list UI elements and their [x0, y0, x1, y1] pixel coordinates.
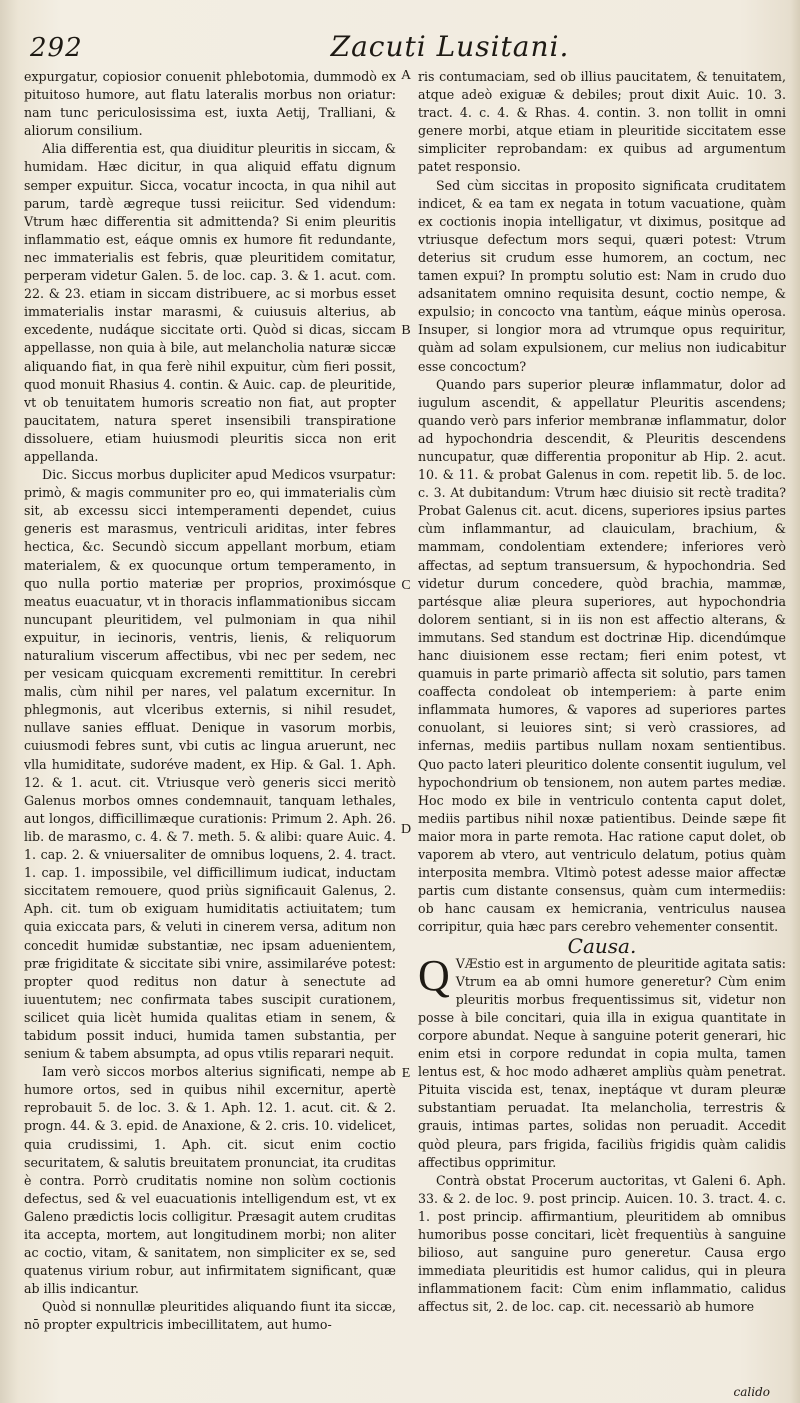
paragraph: expurgatur, copiosior conuenit phlebotomia, dummodò ex pituitoso humore, aut flatu lateralis morbus non oriatur: nam tunc periculosissima est, iuxta Aetij, Tralliani, & aliorum consilium.: [24, 69, 396, 139]
running-head: Zacuti Lusitani.: [330, 30, 570, 63]
paragraph-text: VÆstio est in argumento de pleuritide agitata satis: Vtrum ea ab omni humore generetur? Cùm enim pleuritis morbus frequentissimus sit, videtur non posse à bile concitari, quia illa in exigua quantitate in corpore abundat. Neque à sanguine poterit generari, hic enim etsi in corpore redundat in copia multa, tamen lentus est, & hoc modo adhæret ampliùs quàm penetrat. Pituita viscida est, tenax, ineptáque vt duram pleuræ substantiam peruadat. Ita melancholia, terrestris & grauis, intimas partes, solidas non peruadit. Accedit quòd pleura, pars frigida, faciliùs frigidis quàm calidis affectibus opprimitur.: [418, 955, 786, 1170]
paragraph: Alia differentia est, qua diuiditur pleuritis in siccam, & humidam. Hæc dicitur, in qua aliquid effatu dignum semper expuitur. Sicca, vocatur incocta, in qua nihil aut parum, tardè ægreque tussi reiicitur. Sed videndum: Vtrum hæc differentia sit admittenda? Si enim pleuritis inflammatio est, eáque omnis ex humore fit redundante, nec immaterialis est febris, quæ pleuritidem comitatur, perperam videtur Galen. 5. de loc. cap. 3. & 1. acut. com. 22. & 23. etiam in siccam distribuere, ac si morbus esset immaterialis instar marasmi, & cuiusuis alterius, ab excedente, nudáque siccitate orti. Quòd si dicas, siccam appellasse, non quia à bile, aut melancholia naturæ siccæ aliquando fiat, in qua ferè nihil expuitur, cùm fieri possit, quod monuit Rhasius 4. contin. & Auic. cap. de pleuritide, vt ob tenuitatem humoris screatio non fiat, aut propter paucitatem, natura speret insensibili transpiratione dissoluere, etiam huiusmodi pleuritis sicca non erit appellanda.: [24, 141, 396, 464]
paragraph: ris contumaciam, sed ob illius paucitatem, & tenuitatem, atque adeò exiguæ & debiles; prout dixit Auic. 10. 3. tract. 4. c. 4. & Rhas. 4. contin. 3. non tollit in omni genere morbi, atque etiam in pleuritide siccitatem esse simpliciter reprobandam: ex quibus ad argumentum patet responsio.: [418, 69, 786, 175]
margin-letter-c: C: [401, 578, 411, 593]
right-column: [418, 68, 786, 1398]
paragraph: Iam verò siccos morbos alterius significati, nempe ab humore ortos, sed in quibus nihil excernitur, apertè reprobauit 5. de loc. 3. & 1. Aph. 12. 1. acut. cit. & 2. progn. 44. & 3. epid. de Anaxione, & 2. cris. 10. videlicet, quia crudissimi, 1. Aph. cit. sicut enim coctio securitatem, & salutis breuitatem pronunciat, ita cruditas è contra. Porrò cruditatis nomine non solùm coctionis defectus, sed & vel euacuationis intelligendum est, vt ex Galeno prædictis locis colligitur. Præsagit autem cruditas ita accepta, mortem, aut longitudinem morbi; non aliter ac coctio, vitam, & sanitatem, non simpliciter ex se, sed quatenus virium robur, aut infirmitatem significant, quæ ab illis indicantur.: [24, 1064, 396, 1297]
paragraph: Contrà obstat Procerum auctoritas, vt Galeni 6. Aph. 33. & 2. de loc. 9. post princip. Auicen. 10. 3. tract. 4. c. 1. post princip. affirmantium, pleuritidem ab omnibus humoribus posse concitari, licèt frequentiùs à sanguine bilioso, aut sanguine puro generetur. Causa ergo immediata pleuritidis est humor calidus, qui in pleura inflammationem facit: Cùm enim inflammatio, calidus affectus sit, 2. de loc. cap. cit. necessariò ab humore: [418, 1172, 786, 1315]
page-number: 292: [30, 33, 83, 63]
paragraph: Quòd si nonnullæ pleuritides aliquando fiunt ita siccæ, nō propter expultricis imbecillitatem, aut humo-: [24, 1299, 396, 1333]
catchword: calido: [733, 1385, 770, 1399]
paragraph: Dic. Siccus morbus dupliciter apud Medicos vsurpatur: primò, & magis communiter pro eo, qui immaterialis cùm sit, ab excessu sicci intemperamenti dependet, cuius generis est marasmus, ventriculi ariditas, inter febres hectica, &c. Secundò siccum appellant morbum, etiam materialem, & ex quocunque ortum temperamento, in quo nulla portio materiæ per proprios, proximósque meatus euacuatur, vt in thoracis inflammationibus siccam nuncupant pleuritidem, vel pulmoniam in qua nihil expuitur, in iecinoris, ventris, lienis, & reliquorum naturalium viscerum affectibus, vbi nec per sedem, nec per vesicam quicquam excrementi remittitur. In cerebri malis, cùm nihil per nares, vel palatum excernitur. In phlegmonis, aut vlceribus externis, si nihil resudet, nullave sanies effluat. Denique in vasorum morbis, cuiusmodi febres sunt, vbi cutis ac lingua aruerunt, nec vlla humiditate, sudoréve madent, ex Hip. & Gal. 1. Aph. 12. & 1. acut. cit. Vtriusque verò generis sicci meritò Galenus morbos omnes condemnauit, tanquam lethales, aut longos, difficillimæque curationis: Primum 2. Aph. 26. lib. de marasmo, c. 4. & 7. meth. 5. & alibi: quare Auic. 4. 1. cap. 2. & vniuersaliter de omnibus loquens, 2. 4. tract. 1. cap. 1. impossibile, vel difficillimum iudicat, inductam siccitatem remouere, quod priùs significauit Galenus, 2. Aph. cit. tum ob exiguam humiditatis actiuitatem; tum quia exiccata pars, & veluti in cinerem versa, aditum non concedit humidæ substantiæ, nec ipsam aduenientem, præ frigiditate & siccitate sibi vnire, assimilaréve potest: propter quod reditus non datur à senectute ad iuuentutem; nec confirmata tabes suscipit curationem, scilicet quia licèt humida qualitas etiam in senem, & tabidum possit induci, humida tamen substantia, per senium & tabem absumpta, ad opus vtilis reparari nequit.: [24, 467, 396, 1062]
paragraph: Quando pars superior pleuræ inflammatur, dolor ad iugulum ascendit, & appellatur Pleuritis ascendens; quando verò pars inferior membranæ inflammatur, dolor ad hypochondria descendit, & Pleuritis descendens nuncupatur, quæ differentia proponitur ab Hip. 2. acut. 10. & 11. & probat Galenus in com. repetit lib. 5. de loc. c. 3. At dubitandum: Vtrum hæc diuisio sit rectè tradita? Probat Galenus cit. acut. dicens, superiores ipsius partes cùm inflammantur, ad clauiculam, brachium, & mammam, condolentiam extendere; inferiores verò affectas, ad septum transuersum, & hypochondria. Sed videtur durum concedere, quòd brachia, mammæ, partésque aliæ pleura superiores, aut hypochondria dolorem sentiant, si in iis non est affectio alterans, & immutans. Sed standum est doctrinæ Hip. dicendúmque hanc diuisionem esse rectam; fieri enim potest, vt quamuis in parte primariò affecta sit solutio, pars tamen coaffecta condoleat ob intemperiem: à parte enim inflammata humores, & vapores ad superiores partes conuolant, si leuiores sint; si verò crassiores, ad infernas, mediis partibus nullam noxam sentientibus. Quo pacto lateri pleuritico dolente consentit iugulum, vel hypochondrium ob tensionem, non autem partes mediæ. Hoc modo ex bile in ventriculo contenta caput dolet, mediis partibus nihil noxæ patientibus. Deinde sæpe fit maior mora in parte remota. Hac ratione caput dolet, ob vaporem ab vtero, aut ventriculo delatum, potius quàm interposita membra. Vltimò potest adesse maior affectæ partis cum distante consensus, quàm cum intermediis: ob hanc causam ex hemicrania, ventriculus nausea corripitur, quia hæc pars cerebro vehementer consentit.: [418, 376, 786, 935]
paragraph: Sed cùm siccitas in proposito significata cruditatem indicet, & ea tam ex negata in totum vacuatione, quàm ex coctionis inopia intelligatur, vt diximus, positque ad vtriusque defectum mors sequi, quæri potest: Vtrum deterius sit crudum esse humorem, an coctum, nec tamen expui? In promptu solutio est: Nam in crudo duo adsanitatem omnino requisita desunt, coctio nempe, & expulsio; in concocto vna tantùm, eáque minùs operosa. Insuper, si longior mora ad vtrumque opus requiritur, quàm ad solam expulsionem, cur melius non iudicabitur esse concoctum?: [418, 177, 786, 374]
section-heading: Causa.: [567, 933, 637, 958]
margin-letter-e: E: [401, 1066, 411, 1081]
margin-letter-a: A: [400, 68, 412, 83]
margin-letter-d: D: [400, 822, 412, 837]
paragraph: [418, 950, 786, 1172]
margin-letter-b: B: [401, 323, 411, 338]
page-header: [30, 30, 780, 70]
drop-cap: Q: [418, 950, 450, 1000]
left-column: [24, 68, 396, 1388]
